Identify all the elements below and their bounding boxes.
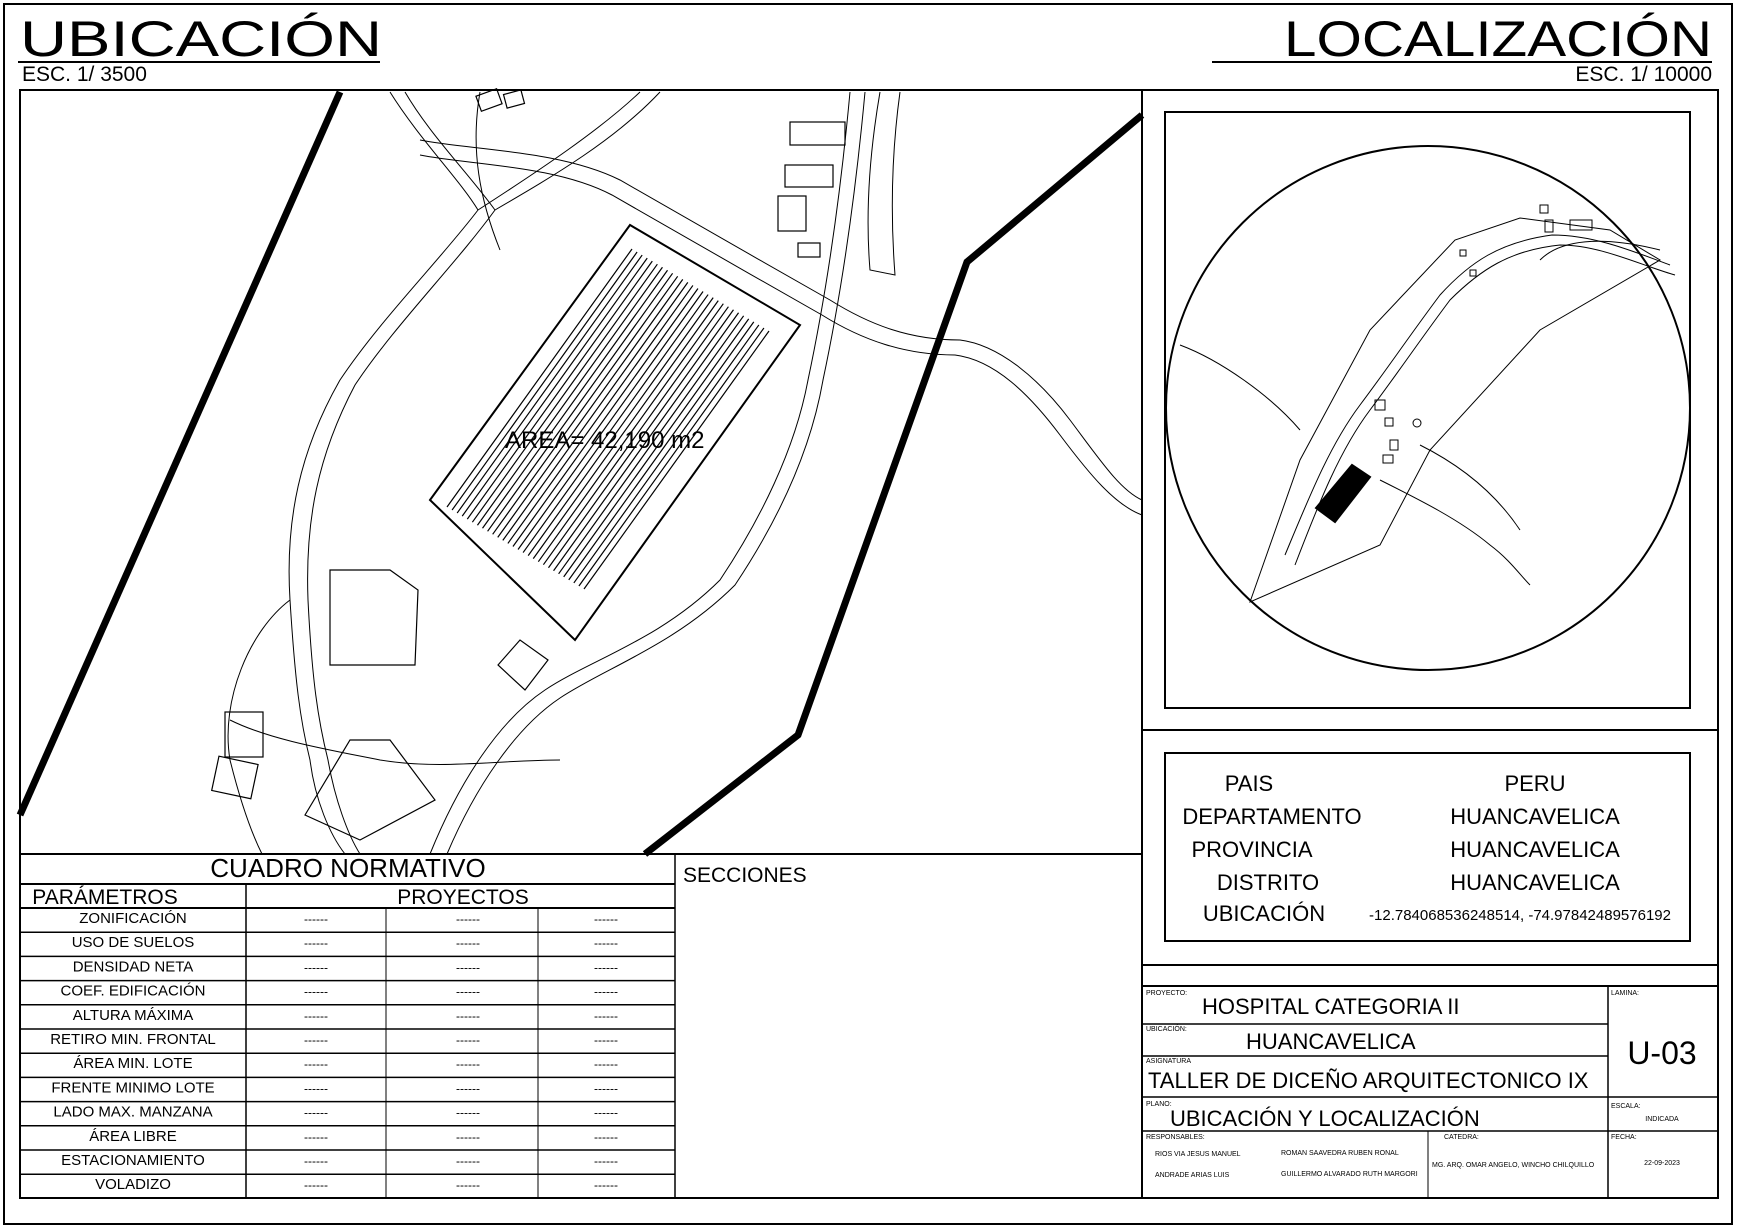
site-boundary-left bbox=[20, 92, 340, 815]
param-cell: ÁREA MIN. LOTE bbox=[73, 1055, 193, 1073]
value-cell: ------ bbox=[456, 1057, 480, 1072]
value-cell: ------ bbox=[594, 1178, 618, 1193]
site-boundary-right bbox=[645, 115, 1142, 854]
area-label: AREA= 42,190 m2 bbox=[505, 427, 705, 454]
proyectos-header: PROYECTOS bbox=[397, 886, 529, 909]
cuadro-normativo-rows bbox=[20, 910, 675, 1193]
param-cell: ALTURA MÁXIMA bbox=[72, 1006, 194, 1024]
fecha-value: 22-09-2023 bbox=[1644, 1160, 1680, 1167]
value-cell: ------ bbox=[456, 1008, 480, 1023]
value-cell: ------ bbox=[456, 936, 480, 951]
secciones-label: SECCIONES bbox=[683, 864, 807, 887]
value-cell: ------ bbox=[456, 1105, 480, 1120]
location-value: HUANCAVELICA bbox=[1450, 837, 1620, 862]
value-cell: ------ bbox=[594, 1081, 618, 1096]
location-label: PAIS bbox=[1224, 771, 1274, 796]
value-cell: ------ bbox=[594, 936, 618, 951]
building bbox=[498, 640, 548, 690]
value-cell: ------ bbox=[594, 1154, 618, 1169]
param-cell: COEF. EDIFICACIÓN bbox=[60, 982, 206, 1000]
building bbox=[305, 740, 435, 840]
map-roads bbox=[1180, 218, 1675, 602]
escala-value: INDICADA bbox=[1645, 1116, 1679, 1123]
lamina-caption: LAMINA: bbox=[1611, 990, 1640, 997]
location-label: DISTRITO bbox=[1216, 870, 1320, 895]
location-info-rows bbox=[1182, 771, 1671, 926]
value-cell: ------ bbox=[304, 936, 328, 951]
value-cell: ------ bbox=[594, 1033, 618, 1048]
responsable-1: RIOS VIA JESUS MANUEL bbox=[1155, 1151, 1241, 1158]
value-cell: ------ bbox=[304, 1129, 328, 1144]
value-cell: ------ bbox=[456, 1081, 480, 1096]
param-cell: DENSIDAD NETA bbox=[72, 958, 194, 976]
site-plan bbox=[20, 89, 1142, 854]
location-value: HUANCAVELICA bbox=[1450, 804, 1620, 829]
value-cell: ------ bbox=[304, 1008, 328, 1023]
parametros-header: PARÁMETROS bbox=[32, 886, 178, 909]
value-cell: ------ bbox=[456, 984, 480, 999]
escala-caption: ESCALA: bbox=[1611, 1103, 1641, 1110]
value-cell: ------ bbox=[304, 1081, 328, 1096]
location-value: PERU bbox=[1504, 771, 1566, 796]
ubicacion-caption: UBICACIÓN: bbox=[1146, 1026, 1187, 1033]
value-cell: ------ bbox=[456, 1154, 480, 1169]
building bbox=[503, 90, 524, 108]
location-value: -12.784068536248514, -74.97842489576192 bbox=[1369, 907, 1671, 924]
value-cell: ------ bbox=[594, 1129, 618, 1144]
value-cell: ------ bbox=[456, 960, 480, 975]
param-cell: FRENTE MINIMO LOTE bbox=[51, 1079, 215, 1097]
value-cell: ------ bbox=[594, 1008, 618, 1023]
ubicacion-scale: ESC. 1/ 3500 bbox=[22, 63, 147, 86]
value-cell: ------ bbox=[594, 1057, 618, 1072]
value-cell: ------ bbox=[456, 1033, 480, 1048]
param-cell: LADO MAX. MANZANA bbox=[53, 1103, 213, 1121]
sheet-border bbox=[4, 4, 1732, 1224]
proyecto-value: HOSPITAL CATEGORIA II bbox=[1202, 994, 1460, 1019]
value-cell: ------ bbox=[594, 1105, 618, 1120]
catedra-caption: CATEDRA: bbox=[1444, 1134, 1479, 1141]
value-cell: ------ bbox=[456, 912, 480, 927]
param-cell: ÁREA LIBRE bbox=[89, 1127, 177, 1145]
building bbox=[778, 196, 806, 231]
param-cell: ZONIFICACIÓN bbox=[79, 910, 187, 928]
responsable-2: ROMAN SAAVEDRA RUBEN RONAL bbox=[1281, 1150, 1399, 1157]
building bbox=[225, 712, 263, 757]
ubicacion-title: UBICACIÓN bbox=[20, 11, 382, 67]
asignatura-value: TALLER DE DICEÑO ARQUITECTONICO IX bbox=[1148, 1068, 1589, 1093]
localizacion-title: LOCALIZACIÓN bbox=[1284, 11, 1712, 67]
lot-hatch bbox=[447, 249, 769, 589]
asignatura-caption: ASIGNATURA bbox=[1146, 1058, 1191, 1065]
location-label: PROVINCIA bbox=[1191, 837, 1313, 862]
value-cell: ------ bbox=[456, 1129, 480, 1144]
location-label: UBICACIÓN bbox=[1202, 901, 1326, 926]
proyecto-caption: PROYECTO: bbox=[1146, 990, 1188, 997]
param-cell: USO DE SUELOS bbox=[71, 934, 195, 952]
value-cell: ------ bbox=[304, 984, 328, 999]
catedra-value: MG. ARQ. OMAR ANGELO, WINCHO CHILQUILLO bbox=[1432, 1162, 1595, 1169]
value-cell: ------ bbox=[304, 912, 328, 927]
param-cell: VOLADIZO bbox=[95, 1176, 171, 1194]
value-cell: ------ bbox=[304, 1057, 328, 1072]
value-cell: ------ bbox=[456, 1178, 480, 1193]
plano-caption: PLANO: bbox=[1146, 1101, 1172, 1108]
responsable-3: ANDRADE ARIAS LUIS bbox=[1155, 1172, 1230, 1179]
building bbox=[330, 570, 418, 665]
building bbox=[790, 122, 845, 145]
responsables-caption: RESPONSABLES: bbox=[1146, 1134, 1205, 1141]
location-label: DEPARTAMENTO bbox=[1182, 804, 1362, 829]
map-circle bbox=[1166, 146, 1690, 670]
location-value: HUANCAVELICA bbox=[1450, 870, 1620, 895]
cuadro-normativo-title: CUADRO NORMATIVO bbox=[210, 853, 486, 883]
value-cell: ------ bbox=[594, 960, 618, 975]
ubicacion-value: HUANCAVELICA bbox=[1246, 1029, 1416, 1054]
fecha-caption: FECHA: bbox=[1611, 1134, 1637, 1141]
value-cell: ------ bbox=[304, 1033, 328, 1048]
lamina-value: U-03 bbox=[1627, 1035, 1697, 1071]
localizacion-scale: ESC. 1/ 10000 bbox=[1575, 63, 1712, 86]
value-cell: ------ bbox=[594, 912, 618, 927]
value-cell: ------ bbox=[304, 1154, 328, 1169]
localizacion-map bbox=[1166, 146, 1690, 670]
value-cell: ------ bbox=[304, 1178, 328, 1193]
value-cell: ------ bbox=[304, 1105, 328, 1120]
param-cell: ESTACIONAMIENTO bbox=[61, 1152, 205, 1170]
param-cell: RETIRO MIN. FRONTAL bbox=[50, 1031, 216, 1049]
responsable-4: GUILLERMO ALVARADO RUTH MARGORI bbox=[1281, 1171, 1418, 1178]
value-cell: ------ bbox=[594, 984, 618, 999]
value-cell: ------ bbox=[304, 960, 328, 975]
building bbox=[785, 165, 833, 187]
building bbox=[798, 243, 820, 257]
plano-value: UBICACIÓN Y LOCALIZACIÓN bbox=[1170, 1106, 1480, 1131]
map-buildings bbox=[1375, 205, 1592, 463]
localizacion-frame bbox=[1165, 112, 1690, 708]
